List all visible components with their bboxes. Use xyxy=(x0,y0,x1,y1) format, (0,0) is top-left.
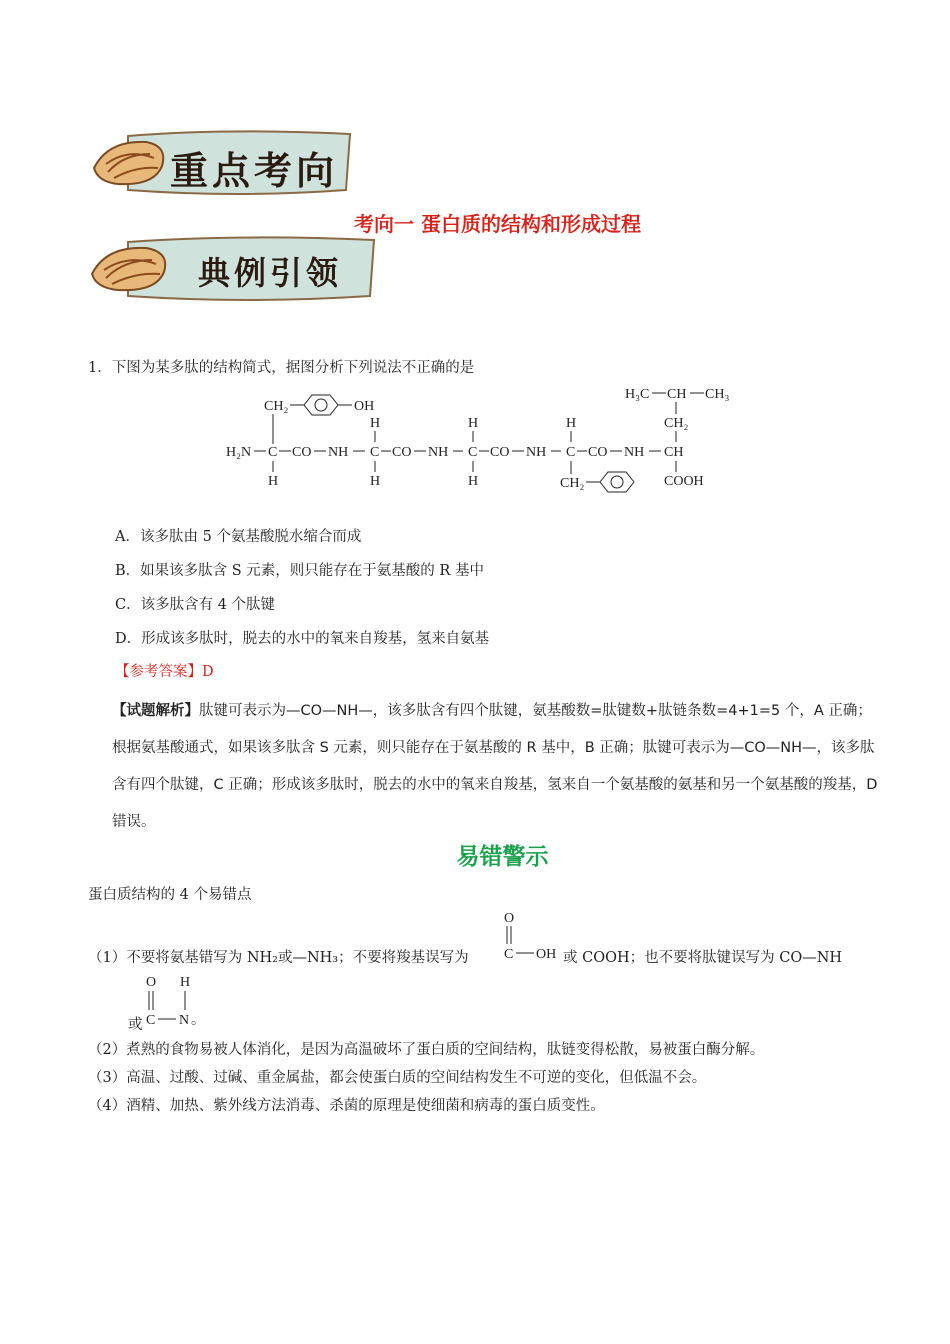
reference-answer: 【参考答案】D xyxy=(115,664,214,680)
label-c: C xyxy=(370,445,380,460)
label-ch2-top: CH₂ xyxy=(664,416,689,431)
warning-point-1-cont xyxy=(563,946,842,967)
label-oh: OH xyxy=(354,399,375,414)
label-co: CO xyxy=(392,445,412,460)
carboxyl-structure xyxy=(500,908,562,964)
label-c: C xyxy=(566,445,576,460)
label-h: H xyxy=(370,474,381,489)
option-a: A．该多肽由 5 个氨基酸脱水缩合而成 xyxy=(115,529,362,545)
label-co: CO xyxy=(292,445,312,460)
label-period: 。 xyxy=(191,1013,205,1028)
label-nh: NH xyxy=(328,445,349,460)
warning-title: 易错警示 xyxy=(456,844,549,870)
warning-intro: 蛋白质结构的 4 个易错点 xyxy=(88,887,252,903)
label-h: H xyxy=(180,975,191,990)
example-banner-text: 典例引领 xyxy=(198,254,343,292)
label-c: C xyxy=(268,445,278,460)
label-h: H xyxy=(268,474,279,489)
analysis-lead: 【试题解析】 xyxy=(112,703,199,719)
analysis-text: 肽键可表示为—CO—NH—，该多肽含有四个肽键，氨基酸数=肽键数+肽链条数=4+1=5 个，A 正确；根据氨基酸通式，如果该多肽含 S 元素，则只能存在于氨基酸的 R 基中，B 正确；肽键可表示为—CO—NH—，该多肽含有四个肽键，C 正确；形成该多肽时，脱去的水中的氧来自羧基，氢来自一个氨基酸的氨基和另一个氨基酸的羧基，D 错误。 xyxy=(112,703,878,830)
label-oh: OH xyxy=(536,947,557,962)
label-h: H xyxy=(370,416,381,431)
section-title: 考向一 蛋白质的结构和形成过程 xyxy=(354,212,641,236)
label-h: H xyxy=(468,416,479,431)
option-b: B．如果该多肽含 S 元素，则只能存在于氨基酸的 R 基中 xyxy=(115,563,484,579)
label-co: CO xyxy=(588,445,608,460)
label-h: H xyxy=(566,416,577,431)
warning-point-4: （4）酒精、加热、紫外线方法消毒、杀菌的原理是使细菌和病毒的蛋白质变性。 xyxy=(88,1098,605,1114)
option-c: C．该多肽含有 4 个肽键 xyxy=(115,597,276,613)
label-ch2-phe: CH₂ xyxy=(560,476,585,491)
label-cooh: COOH xyxy=(664,474,704,489)
label-ch: CH xyxy=(664,445,684,460)
label-ch2-tyr: CH₂ xyxy=(264,399,289,414)
label-c: C xyxy=(146,1013,156,1028)
label-ch: CH xyxy=(667,387,687,402)
label-nh: NH xyxy=(624,445,645,460)
peptide-bond-structure xyxy=(142,972,205,1030)
label-h: H xyxy=(468,474,479,489)
question-stem: 1．下图为某多肽的结构简式，据图分析下列说法不正确的是 xyxy=(88,360,475,376)
analysis xyxy=(112,693,880,841)
label-o: O xyxy=(504,911,515,926)
warning-point-1 xyxy=(88,946,469,967)
example-banner xyxy=(88,232,353,302)
point1-part-c: 或 xyxy=(128,1017,143,1033)
polypeptide-structure xyxy=(220,382,740,494)
label-nh: NH xyxy=(428,445,449,460)
warning-point-3: （3）高温、过酸、过碱、重金属盐，都会使蛋白质的空间结构发生不可逆的变化，但低温不会。 xyxy=(88,1070,707,1086)
label-c: C xyxy=(504,947,514,962)
label-h2n: H₂N xyxy=(226,445,252,460)
label-c: C xyxy=(468,445,478,460)
label-co: CO xyxy=(490,445,510,460)
point1-part-b: 或 COOH；也不要将肽键误写为 CO—NH xyxy=(563,950,843,966)
label-o: O xyxy=(146,975,157,990)
point1-part-a: （1）不要将氨基错写为 NH₂或—NH₃；不要将羧基误写为 xyxy=(88,950,469,966)
focus-banner xyxy=(88,128,353,198)
warning-point-1-line2 xyxy=(88,1013,143,1034)
label-h3c: H₃C xyxy=(625,387,650,402)
focus-banner-text: 重点考向 xyxy=(170,149,339,193)
label-n: N xyxy=(179,1013,190,1028)
label-nh: NH xyxy=(526,445,547,460)
warning-point-2: （2）煮熟的食物易被人体消化，是因为高温破坏了蛋白质的空间结构，肽链变得松散，易被蛋白酶分解。 xyxy=(88,1042,765,1058)
option-d: D．形成该多肽时，脱去的水中的氧来自羧基，氢来自氨基 xyxy=(115,631,490,647)
label-ch3: CH₃ xyxy=(705,387,730,402)
